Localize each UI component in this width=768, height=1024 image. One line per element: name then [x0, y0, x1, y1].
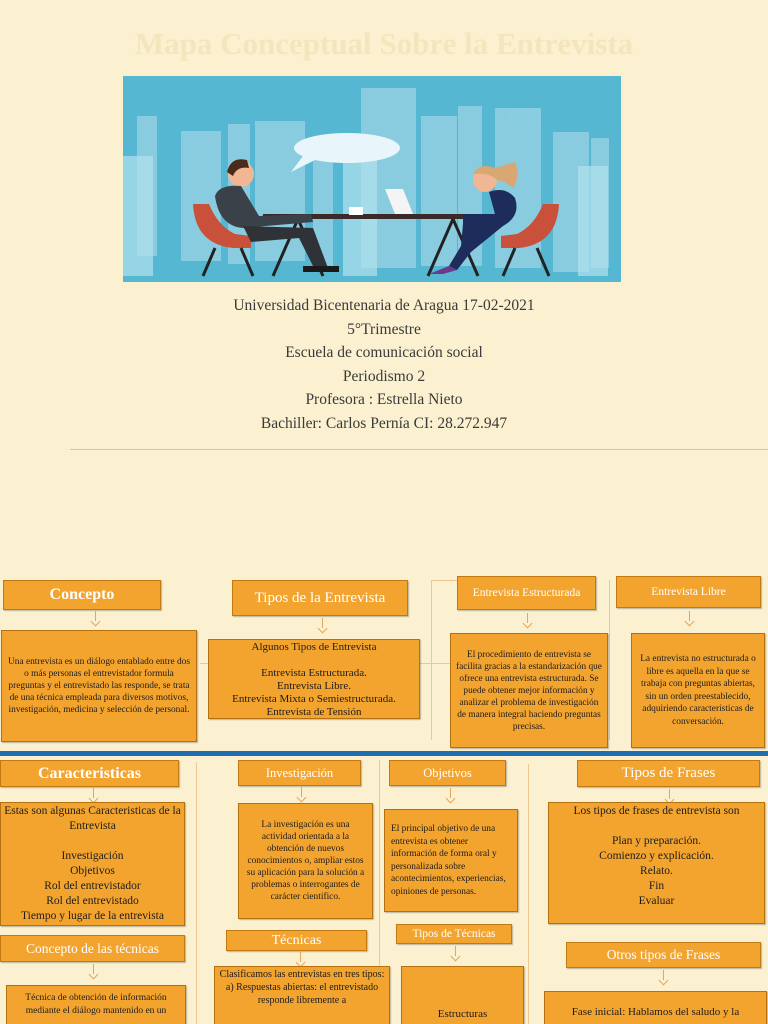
tipos-frases-box: [548, 802, 765, 924]
concepto-text: Una entrevista es un diálogo entablado entre dos o más personas el entrevistador formula preguntas y el entrevistado las responde, se trata de una técnica empleada para diversos motivos, investigación, medicina y selección de personal.: [8, 657, 190, 715]
otros-frases-header: [566, 942, 761, 968]
trimester: 5°Trimestre: [347, 320, 421, 338]
libre-header: [616, 576, 761, 608]
arrow-down-icon: [89, 788, 99, 802]
connector: [431, 580, 432, 740]
tecnicas-header: [226, 930, 367, 951]
tipos-tecnicas-box: [401, 966, 524, 1024]
estructurada-box: [450, 633, 608, 748]
concepto-tecnicas-header-label: Concepto de las técnicas: [25, 940, 160, 956]
student: Bachiller: Carlos Pernía CI: 28.272.947: [260, 414, 508, 432]
section-divider: [0, 751, 768, 756]
tipos-entrevista-header-label: Tipos de la Entrevista: [254, 589, 386, 606]
concepto-box: [1, 630, 197, 742]
tecnicas-text: Clasificamos las entrevistas en tres tipos: a) Respuestas abiertas: el entrevistado responde libremente a: [219, 969, 385, 1006]
university-date: Universidad Bicentenaria de Aragua 17-02-2021: [233, 297, 535, 314]
concepto-tecnicas-text: Técnica de obtención de información mediante el diálogo mantenido en un: [25, 993, 167, 1016]
connector: [528, 764, 529, 1024]
estructurada-header-label: Entrevista Estructurada: [472, 586, 581, 599]
concepto-tecnicas-header: [0, 935, 185, 962]
concepto-header-label: Concepto: [49, 586, 115, 603]
header-info: [0, 294, 768, 436]
otros-frases-box: [544, 991, 767, 1024]
school: Escuela de comunicación social: [285, 344, 483, 362]
tipos-frases-header: [577, 760, 760, 787]
tipos-entrevista-header: [232, 580, 408, 616]
estructurada-text: El procedimiento de entrevista se facilita gracias a la estandarización que ofrece una entrevista estructurada. Se puede obtener mejor información y analizar el problema de investigación de manera integral haciendo preguntas precisas.: [456, 649, 602, 732]
libre-header-label: Entrevista Libre: [651, 586, 726, 598]
investigacion-box: [238, 803, 373, 919]
interview-scene-image: [123, 76, 621, 282]
tecnicas-box: [214, 966, 390, 1024]
estructurada-header: [457, 576, 596, 610]
concepto-tecnicas-box: [6, 985, 186, 1024]
arrow-down-icon: [665, 789, 675, 803]
libre-box: [631, 633, 765, 748]
arrow-down-icon: [91, 611, 101, 625]
otros-frases-text: Fase inicial: Hablamos del saludo y la: [571, 1006, 740, 1018]
investigacion-text: La investigación es una actividad orientada a la obtención de nuevos conocimientos o, ampliar estos su aplicación para la solución a problemas o interrogantes de carácter científico.: [246, 820, 365, 902]
divider: [70, 449, 768, 450]
tecnicas-header-label: Técnicas: [271, 932, 322, 948]
caracteristicas-header: [0, 760, 179, 787]
caracteristicas-header-label: Caracteristicas: [37, 764, 142, 782]
tipos-frases-header-label: Tipos de Frases: [621, 765, 716, 781]
tipos-entrevista-text: Algunos Tipos de Entrevista Entrevista Estructurada. Entrevista Libre. Entrevista Mixta o Semiestructurada. Entrevista de Tensión: [232, 641, 396, 718]
interview-illustration: [123, 76, 621, 282]
arrow-down-icon: [451, 946, 461, 960]
caracteristicas-box: [0, 802, 185, 926]
arrow-down-icon: [685, 611, 695, 625]
arrow-down-icon: [318, 618, 328, 632]
tipos-tecnicas-header-label: Tipos de Técnicas: [412, 928, 496, 940]
objetivos-text: El principal objetivo de una entrevista es obtener información de forma oral y personalizada sobre acontecimientos, experiencias, opiniones de personas.: [391, 824, 506, 897]
arrow-down-icon: [296, 952, 306, 966]
objetivos-box: [384, 809, 518, 912]
concepto-header: [3, 580, 161, 610]
investigacion-header: [238, 760, 361, 786]
investigacion-header-label: Investigación: [265, 765, 334, 780]
tipos-frases-text: Los tipos de frases de entrevista son Plan y preparación. Comienzo y explicación. Relato. Fin Evaluar: [573, 805, 740, 907]
arrow-down-icon: [446, 788, 456, 802]
otros-frases-header-label: Otros tipos de Frases: [606, 947, 721, 962]
arrow-down-icon: [297, 787, 307, 801]
tipos-tecnicas-text: Estructuras: [437, 1008, 488, 1020]
libre-text: La entrevista no estructurada o libre es aquella en la que se trabaja con preguntas abiertas, sin un orden preestablecido, adquiriendo características de conversación.: [640, 654, 756, 727]
arrow-down-icon: [523, 613, 533, 627]
professor: Profesora : Estrella Nieto: [305, 391, 463, 409]
objetivos-header-label: Objetivos: [423, 765, 472, 780]
connector: [196, 762, 197, 1024]
tipos-entrevista-box: [208, 639, 420, 719]
arrow-down-icon: [659, 970, 669, 984]
caracteristicas-text: Estas son algunas Caracteristicas de la Entrevista Investigación Objetivos Rol del entrevistador Rol del entrevistado Tiempo y lugar de la entrevista: [4, 805, 181, 922]
arrow-down-icon: [89, 964, 99, 978]
tipos-tecnicas-header: [396, 924, 512, 944]
objetivos-header: [389, 760, 506, 786]
connector: [609, 580, 610, 740]
page-title: Mapa Conceptual Sobre la Entrevista: [134, 26, 634, 61]
course: Periodismo 2: [342, 367, 426, 385]
connector: [431, 580, 457, 581]
